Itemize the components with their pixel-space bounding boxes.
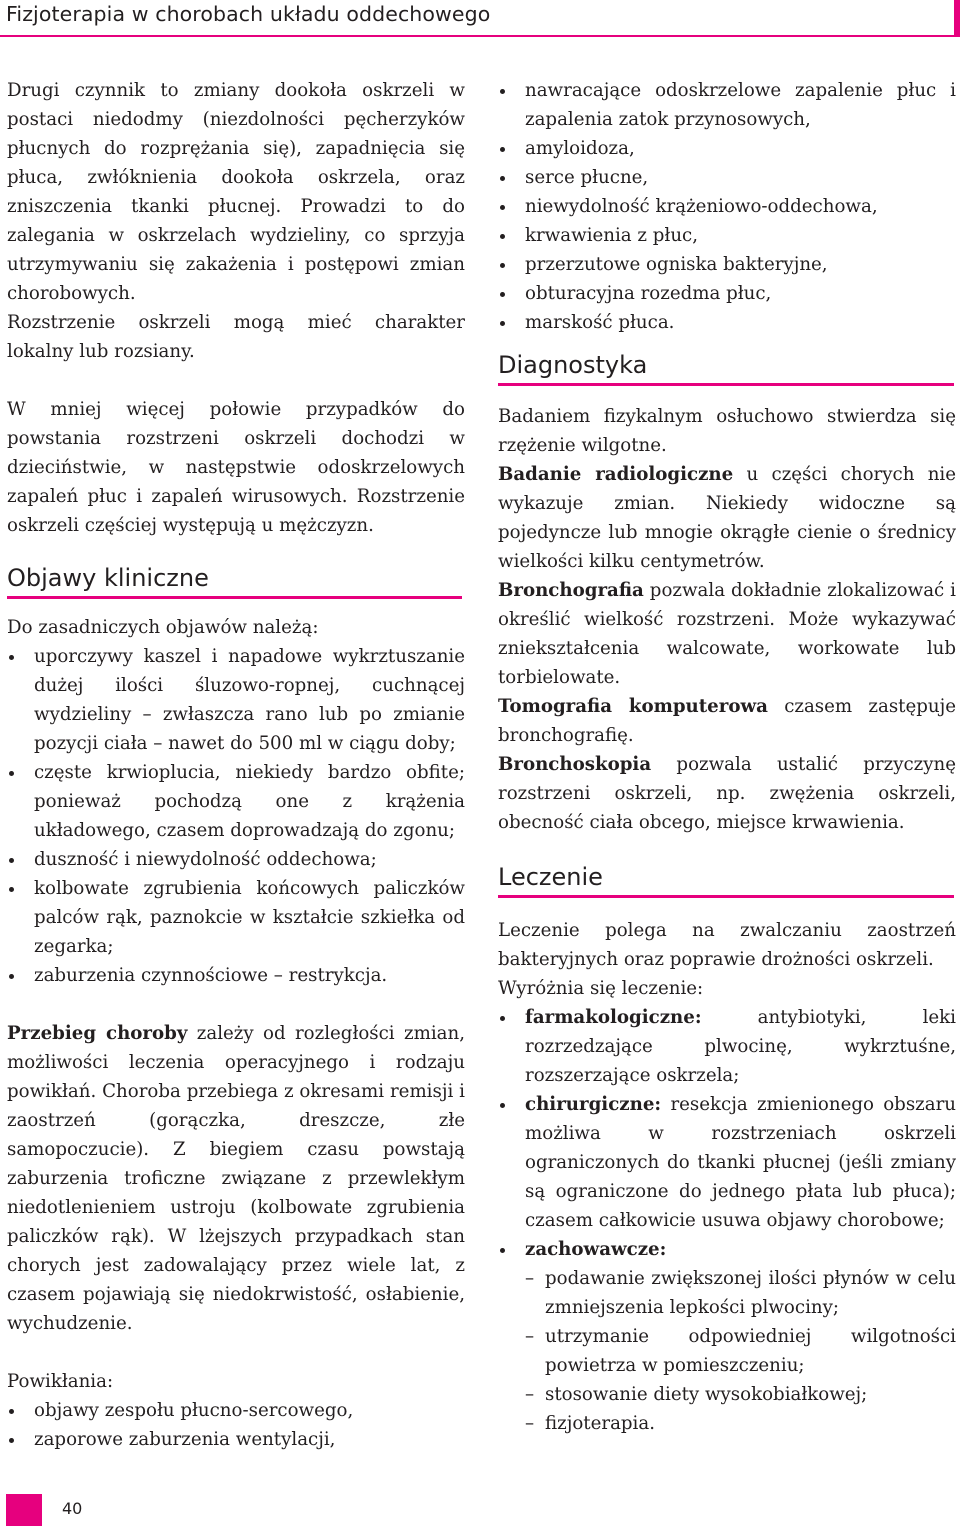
subheading-powiklania: Powikłania: xyxy=(7,1371,114,1392)
section-leczenie xyxy=(498,861,956,898)
powiklanie-item xyxy=(498,134,956,163)
list-item-text: fizjoterapia. xyxy=(545,1413,655,1434)
leczenie-item xyxy=(498,1235,956,1264)
bullet-icon xyxy=(9,655,14,660)
heading-rule xyxy=(7,596,462,599)
section-objawy xyxy=(7,562,465,599)
powiklania-list xyxy=(7,1396,465,1454)
bullet-icon xyxy=(500,205,505,210)
objawy-list xyxy=(7,642,465,990)
list-item-text: uporczywy kaszel i napadowe wykrztuszanie dużej ilości śluzowo-ropnej, cuchnącej wydzieliny – zwłaszcza rano lub po zmianie pozycji ciała – nawet do 500 ml w ciągu doby; xyxy=(34,646,465,754)
bullet-icon xyxy=(500,1016,505,1021)
list-item-text: objawy zespołu płucno-sercowego, xyxy=(34,1400,354,1421)
subheading-objawy: Do zasadniczych objawów należą: xyxy=(7,617,319,638)
paragraph-leczenie: Leczenie polega na zwalczaniu zaostrzeń bakteryjnych oraz poprawie drożności oskrzeli. xyxy=(498,920,956,970)
list-item-text: zaburzenia czynnościowe – restrykcja. xyxy=(34,965,388,986)
paragraph-wyroznia: Wyróżnia się leczenie: xyxy=(498,978,704,999)
list-item-text: utrzymanie odpowiedniej wilgotności powietrza w pomieszczeniu; xyxy=(545,1326,956,1376)
heading-rule xyxy=(498,383,954,386)
bullet-icon xyxy=(500,89,505,94)
paragraph-tomografia xyxy=(498,692,956,750)
list-item-text: niewydolność krążeniowo-oddechowa, xyxy=(525,196,878,217)
dash-list-item xyxy=(525,1380,956,1409)
list-item-bold: chirurgiczne: xyxy=(525,1094,662,1115)
dash-list-item xyxy=(525,1409,956,1438)
bullet-icon xyxy=(9,1438,14,1443)
bullet-icon xyxy=(9,1409,14,1414)
dash-list-item xyxy=(525,1264,956,1322)
objaw-item xyxy=(7,961,465,990)
objaw-item xyxy=(7,758,465,845)
header-accent-tab xyxy=(954,0,960,36)
dash-icon: – xyxy=(525,1413,535,1434)
list-item-text: duszność i niewydolność oddechowa; xyxy=(34,849,377,870)
running-title: Fizjoterapia w chorobach układu oddechowego xyxy=(6,2,491,26)
dash-icon: – xyxy=(525,1268,535,1289)
powiklania-continued-list xyxy=(498,76,956,337)
leczenie-item xyxy=(498,1090,956,1235)
leczenie-item xyxy=(498,1003,956,1090)
bullet-icon xyxy=(9,887,14,892)
page-header xyxy=(0,0,960,34)
bullet-icon xyxy=(9,771,14,776)
list-item-text: częste krwioplucia, niekiedy bardzo obfite; ponieważ pochodzą one z krążenia układowego, czasem doprowadzają do zgonu; xyxy=(34,762,465,841)
list-item-text: serce płucne, xyxy=(525,167,649,188)
section-diagnostyka xyxy=(498,349,956,386)
paragraph-dziecinstwo: W mniej więcej połowie przypadków do powstania rozstrzeni oskrzeli dochodzi w dzieciństwie, w następstwie odoskrzelowych zapaleń płuc i zapaleń wirusowych. Rozstrzenie oskrzeli częściej występują u mężczyzn. xyxy=(7,399,465,536)
paragraph-bronchoskopia xyxy=(498,750,956,837)
powiklanie-item xyxy=(498,192,956,221)
radiologiczne-bold: Badanie radiologiczne xyxy=(498,464,734,485)
heading-leczenie: Leczenie xyxy=(498,863,603,891)
bullet-icon xyxy=(500,292,505,297)
bullet-icon xyxy=(500,234,505,239)
radiologiczne-text: u części chorych nie wykazuje zmian. Niekiedy widoczne są pojedyncze lub mnogie okrągłe cienie o średnicy wielkości kilku centymetrów. xyxy=(498,464,956,572)
dash-icon: – xyxy=(525,1326,535,1347)
bullet-icon xyxy=(500,321,505,326)
bullet-icon xyxy=(500,1248,505,1253)
paragraph-rozstrzenie: Rozstrzenie oskrzeli mogą mieć charakter lokalny lub rozsiany. xyxy=(7,312,465,362)
powiklanie-item xyxy=(498,221,956,250)
list-item-text: stosowanie diety wysokobiałkowej; xyxy=(545,1384,868,1405)
bullet-icon xyxy=(9,858,14,863)
list-item-text: przerzutowe ogniska bakteryjne, xyxy=(525,254,828,275)
list-item-bold: zachowawcze: xyxy=(525,1239,667,1260)
list-item-text: resekcja zmienionego obszaru możliwa w rozstrzeniach oskrzeli ograniczonych do tkanki płucnej (jeśli zmiany są ograniczone do jednego płata lub płuca); czasem całkowicie usuwa objawy chorobowe; xyxy=(525,1094,956,1231)
paragraph-radiologiczne xyxy=(498,460,956,576)
heading-objawy: Objawy kliniczne xyxy=(7,564,209,592)
list-item-text: marskość płuca. xyxy=(525,312,675,333)
left-column xyxy=(7,76,465,1454)
dash-list-item xyxy=(525,1322,956,1380)
bullet-icon xyxy=(9,974,14,979)
tomografia-bold: Tomografia komputerowa xyxy=(498,696,768,717)
list-item-text: nawracające odoskrzelowe zapalenie płuc i zapalenia zatok przynosowych, xyxy=(525,80,956,130)
objaw-item xyxy=(7,874,465,961)
paragraph-intro: Drugi czynnik to zmiany dookoła oskrzeli w postaci niedodmy (niezdolności pęcherzyków płucnych do rozprężania się), zapadnięcia się płuca, zwłóknienia dookoła oskrzela, oraz zniszczenia tkanki płucnej. Prowadzi to do zalegania w oskrzelach wydzieliny, co sprzyja utrzymywaniu się zakażenia i postępowi zmian chorobowych. xyxy=(7,80,465,304)
powiklanie-item xyxy=(498,308,956,337)
list-item-text: kolbowate zgrubienia końcowych paliczków palców rąk, paznokcie w kształcie szkiełka od zegarka; xyxy=(34,878,465,957)
bronchoskopia-bold: Bronchoskopia xyxy=(498,754,652,775)
bronchografia-text: pozwala dokładnie zlokalizować i określić wielkość rozstrzeni. Może wykazywać zniekształcenia walcowate, workowate lub torbielowate. xyxy=(498,580,956,688)
bronchoskopia-text: pozwala ustalić przyczynę rozstrzeni oskrzeli, np. zwężenia oskrzeli, obecność ciała obcego, miejsce krwawienia. xyxy=(498,754,956,833)
tomografia-text: czasem zastępuje bronchografię. xyxy=(498,696,957,746)
powiklanie-item xyxy=(498,163,956,192)
bullet-icon xyxy=(500,147,505,152)
list-item-text: krwawienia z płuc, xyxy=(525,225,699,246)
dash-icon: – xyxy=(525,1384,535,1405)
leczenie-list xyxy=(498,1003,956,1264)
powiklanie-item xyxy=(7,1425,465,1454)
right-column xyxy=(498,76,956,1438)
bullet-icon xyxy=(500,263,505,268)
list-item-text: antybiotyki, leki rozrzedzające plwocinę, wykrztuśne, rozszerzające oskrzela; xyxy=(525,1007,956,1086)
page-number: 40 xyxy=(62,1499,83,1518)
list-item-text: obturacyjna rozedma płuc, xyxy=(525,283,772,304)
bullet-icon xyxy=(500,1103,505,1108)
paragraph-przebieg xyxy=(7,1019,465,1338)
heading-diagnostyka: Diagnostyka xyxy=(498,351,648,379)
przebieg-bold: Przebieg choroby xyxy=(7,1023,188,1044)
paragraph-fizykalne: Badaniem fizykalnym osłuchowo stwierdza się rzężenie wilgotne. xyxy=(498,406,956,456)
heading-rule xyxy=(498,895,954,898)
bullet-icon xyxy=(500,176,505,181)
list-item-bold: farmakologiczne: xyxy=(525,1007,702,1028)
powiklanie-item xyxy=(7,1396,465,1425)
header-rule xyxy=(0,35,960,37)
paragraph-bronchografia xyxy=(498,576,956,692)
page-number-marker xyxy=(6,1494,42,1526)
powiklanie-item xyxy=(498,76,956,134)
list-item-text: amyloidoza, xyxy=(525,138,635,159)
powiklanie-item xyxy=(498,250,956,279)
objaw-item xyxy=(7,642,465,758)
bronchografia-bold: Bronchografia xyxy=(498,580,644,601)
powiklanie-item xyxy=(498,279,956,308)
list-item-text: podawanie zwiększonej ilości płynów w celu zmniejszenia lepkości plwociny; xyxy=(545,1268,956,1318)
list-item-text: zaporowe zaburzenia wentylacji, xyxy=(34,1429,336,1450)
zachowawcze-list xyxy=(525,1264,956,1438)
objaw-item xyxy=(7,845,465,874)
przebieg-text: zależy od rozległości zmian, możliwości leczenia operacyjnego i rodzaju powikłań. Choroba przebiega z okresami remisji i zaostrzeń (gorączka, dreszcze, złe samopoczucie). Z biegiem czasu powstają zaburzenia troficzne związane z przewlekłym niedotlenieniem ustroju (kolbowate zgrubienia paliczków rąk). W lżejszych przypadkach stan chorych jest zadowalający przez wiele lat, z czasem pojawiają się niedokrwistość, osłabienie, wychudzenie. xyxy=(7,1023,465,1334)
